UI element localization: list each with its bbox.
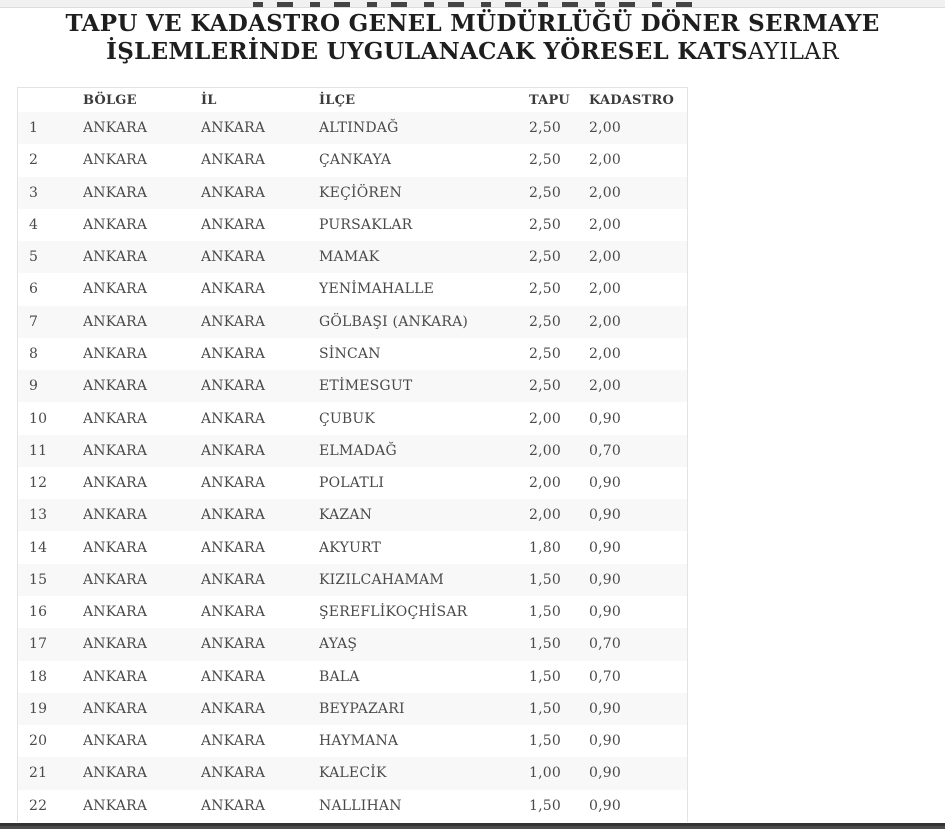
table-row [18,144,687,176]
row-number: 12 [29,475,48,492]
column-header-region: BÖLGE [83,88,201,112]
table-row [18,338,687,370]
table-row [18,757,687,789]
cell-region: ANKARA [83,313,148,330]
table-row [18,661,687,693]
cell-region: ANKARA [83,216,148,233]
row-number: 3 [29,184,39,201]
bottom-dark-bar [0,822,945,829]
cell-province: ANKARA [201,313,266,330]
row-number: 21 [29,765,48,782]
table-row [18,725,687,757]
cell-tapu: 2,00 [529,410,561,427]
table-row [18,241,687,273]
cell-province: ANKARA [201,378,266,395]
table-row [18,531,687,563]
table-row [18,790,687,822]
row-number: 20 [29,733,48,750]
cell-kadastro: 0,90 [589,797,621,814]
cell-tapu: 1,50 [529,668,561,685]
cell-province: ANKARA [201,216,266,233]
cell-region: ANKARA [83,184,148,201]
cell-district: SİNCAN [319,345,381,362]
cell-kadastro: 0,90 [589,733,621,750]
page-title-line2 [0,38,945,66]
cell-kadastro: 2,00 [589,281,621,298]
table-header-row [18,88,687,112]
cell-kadastro: 0,90 [589,507,621,524]
cell-province: ANKARA [201,345,266,362]
cell-tapu: 2,50 [529,152,561,169]
cell-district: KEÇİÖREN [319,184,403,201]
cell-province: ANKARA [201,410,266,427]
cell-kadastro: 2,00 [589,184,621,201]
cell-region: ANKARA [83,668,148,685]
row-number: 18 [29,668,48,685]
cell-tapu: 2,50 [529,216,561,233]
cell-district: ALTINDAĞ [319,120,399,137]
cell-region: ANKARA [83,765,148,782]
cell-tapu: 2,00 [529,507,561,524]
table-row [18,273,687,305]
row-number: 6 [29,281,39,298]
cell-province: ANKARA [201,604,266,621]
table-row [18,306,687,338]
cell-tapu: 2,50 [529,184,561,201]
page-title-line1: TAPU VE KADASTRO GENEL MÜDÜRLÜĞÜ DÖNER SERMAYE [65,10,880,37]
cell-tapu: 2,50 [529,313,561,330]
cell-tapu: 2,50 [529,378,561,395]
column-header-district: İLÇE [319,88,529,112]
cell-kadastro: 0,70 [589,442,621,459]
row-number: 11 [29,442,48,459]
cell-tapu: 2,50 [529,120,561,137]
cell-tapu: 1,50 [529,571,561,588]
cell-province: ANKARA [201,442,266,459]
cell-tapu: 2,50 [529,281,561,298]
cell-province: ANKARA [201,668,266,685]
row-number: 1 [29,120,39,137]
cell-district: ETİMESGUT [319,378,413,395]
cell-tapu: 2,00 [529,475,561,492]
cell-kadastro: 0,90 [589,539,621,556]
coefficients-table [18,88,687,822]
cell-region: ANKARA [83,604,148,621]
cell-kadastro: 0,90 [589,475,621,492]
cell-district: KALECİK [319,765,387,782]
cell-region: ANKARA [83,442,148,459]
cell-tapu: 1,00 [529,765,561,782]
page-title-line2-bold: İŞLEMLERİNDE UYGULANACAK YÖRESEL KATS [106,38,748,65]
row-number: 5 [29,249,39,266]
cell-kadastro: 0,90 [589,410,621,427]
column-header-index [18,88,83,112]
cell-kadastro: 0,70 [589,636,621,653]
cell-tapu: 1,50 [529,700,561,717]
cell-district: AYAŞ [319,636,358,653]
cell-province: ANKARA [201,765,266,782]
cell-kadastro: 0,90 [589,700,621,717]
table-row [18,693,687,725]
cell-district: NALLIHAN [319,797,402,814]
cell-region: ANKARA [83,410,148,427]
cell-province: ANKARA [201,636,266,653]
cell-region: ANKARA [83,249,148,266]
table-row [18,112,687,144]
cell-tapu: 1,50 [529,797,561,814]
table-row [18,564,687,596]
cell-region: ANKARA [83,120,148,137]
cell-district: MAMAK [319,249,380,266]
cell-district: PURSAKLAR [319,216,413,233]
cell-district: ÇANKAYA [319,152,392,169]
cell-province: ANKARA [201,733,266,750]
cell-region: ANKARA [83,797,148,814]
cell-province: ANKARA [201,120,266,137]
cell-kadastro: 2,00 [589,249,621,266]
table-row [18,209,687,241]
cell-tapu: 2,00 [529,442,561,459]
cell-province: ANKARA [201,281,266,298]
row-number: 10 [29,410,48,427]
row-number: 16 [29,604,48,621]
cell-kadastro: 2,00 [589,120,621,137]
cell-kadastro: 0,70 [589,668,621,685]
cell-district: AKYURT [319,539,382,556]
row-number: 14 [29,539,48,556]
column-header-province: İL [201,88,319,112]
cell-district: BEYPAZARI [319,700,405,717]
cell-region: ANKARA [83,700,148,717]
cell-kadastro: 2,00 [589,313,621,330]
row-number: 2 [29,152,39,169]
table-row [18,467,687,499]
cell-kadastro: 2,00 [589,216,621,233]
cell-province: ANKARA [201,152,266,169]
cell-province: ANKARA [201,475,266,492]
row-number: 9 [29,378,39,395]
cell-district: POLATLI [319,475,385,492]
cell-tapu: 2,50 [529,345,561,362]
clipped-content-strip [0,0,945,8]
cell-region: ANKARA [83,733,148,750]
cell-kadastro: 0,90 [589,604,621,621]
cell-kadastro: 2,00 [589,345,621,362]
table-row [18,402,687,434]
row-number: 15 [29,571,48,588]
cell-province: ANKARA [201,539,266,556]
cell-district: ÇUBUK [319,410,376,427]
cell-region: ANKARA [83,378,148,395]
table-row [18,435,687,467]
clipped-text-fragments [253,2,700,7]
row-number: 22 [29,797,48,814]
cell-province: ANKARA [201,797,266,814]
cell-region: ANKARA [83,539,148,556]
row-number: 19 [29,700,48,717]
column-header-tapu: TAPU [529,88,589,112]
cell-kadastro: 0,90 [589,765,621,782]
cell-tapu: 1,50 [529,604,561,621]
row-number: 8 [29,345,39,362]
cell-province: ANKARA [201,571,266,588]
table-row [18,370,687,402]
table-row [18,596,687,628]
table-body [18,112,687,822]
page-title [0,10,945,66]
row-number: 7 [29,313,39,330]
coefficients-table-container [17,87,688,823]
cell-district: GÖLBAŞI (ANKARA) [319,313,469,330]
cell-tapu: 2,50 [529,249,561,266]
cell-tapu: 1,80 [529,539,561,556]
cell-district: ELMADAĞ [319,442,397,459]
row-number: 4 [29,216,39,233]
cell-tapu: 1,50 [529,733,561,750]
cell-district: BALA [319,668,360,685]
cell-region: ANKARA [83,636,148,653]
cell-region: ANKARA [83,152,148,169]
table-row [18,177,687,209]
cell-kadastro: 0,90 [589,571,621,588]
cell-kadastro: 2,00 [589,378,621,395]
cell-province: ANKARA [201,249,266,266]
cell-region: ANKARA [83,345,148,362]
page-title-line2-regular: AYILAR [747,39,839,65]
cell-district: KIZILCAHAMAM [319,571,444,588]
cell-district: HAYMANA [319,733,399,750]
cell-district: KAZAN [319,507,373,524]
table-row [18,628,687,660]
cell-region: ANKARA [83,281,148,298]
cell-district: YENİMAHALLE [319,281,435,298]
row-number: 13 [29,507,48,524]
cell-region: ANKARA [83,507,148,524]
table-row [18,499,687,531]
cell-province: ANKARA [201,184,266,201]
cell-region: ANKARA [83,475,148,492]
cell-province: ANKARA [201,700,266,717]
cell-province: ANKARA [201,507,266,524]
cell-region: ANKARA [83,571,148,588]
cell-kadastro: 2,00 [589,152,621,169]
column-header-kadastro: KADASTRO [589,88,687,112]
cell-tapu: 1,50 [529,636,561,653]
cell-district: ŞEREFLİKOÇHİSAR [319,604,468,621]
row-number: 17 [29,636,48,653]
